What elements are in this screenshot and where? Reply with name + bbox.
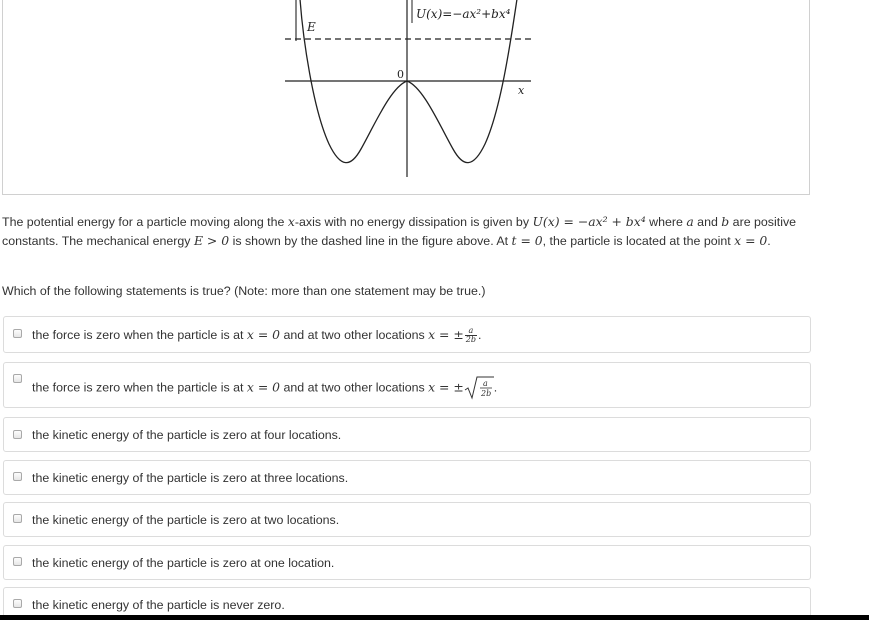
math-a: a [686, 214, 694, 229]
square-root [464, 376, 494, 400]
option-text: the force is zero when the particle is at [32, 328, 247, 342]
option-text: the force is zero when the particle is at [32, 380, 247, 395]
option-label: the kinetic energy of the particle is never zero. [32, 598, 285, 612]
answer-option-3[interactable] [3, 417, 811, 452]
question-prompt: Which of the following statements is true? (Note: more than one statement may be true.) [2, 284, 486, 298]
math-energy: E > 0 [193, 232, 230, 248]
math-potential: U(x) = −ax² + bx⁴ [532, 214, 646, 229]
fraction [465, 327, 477, 344]
math-x: x [287, 214, 295, 229]
option-math: x = ± [428, 379, 464, 395]
math-t: t = 0 [511, 232, 543, 248]
answer-option-6[interactable] [3, 545, 811, 580]
option-label [32, 327, 481, 344]
question-text-part: and [693, 215, 722, 229]
option-label [32, 376, 497, 400]
option-math: x = 0 [246, 327, 281, 342]
answer-option-2[interactable] [3, 362, 811, 408]
option-text: and at two other locations [280, 380, 429, 395]
option-text: . [493, 380, 498, 395]
option-label: the kinetic energy of the particle is zero at three locations. [32, 471, 349, 485]
math-b: b [721, 214, 730, 229]
question-text-part: -axis with no energy dissipation is given by [294, 215, 533, 229]
math-x0: x = 0 [734, 232, 768, 248]
x-axis-label: x [518, 84, 525, 97]
fraction-numerator: a [482, 379, 488, 388]
origin-label: 0 [397, 68, 404, 81]
option-math: x = ± [428, 327, 464, 342]
potential-graph [3, 0, 811, 196]
option-label: the kinetic energy of the particle is zero at two locations. [32, 513, 340, 527]
option-checkbox[interactable] [13, 374, 22, 383]
option-checkbox[interactable] [13, 557, 22, 566]
option-checkbox[interactable] [13, 430, 22, 439]
question-text [2, 213, 812, 250]
fraction-denominator: 2b [465, 335, 476, 345]
option-checkbox[interactable] [13, 599, 22, 608]
potential-energy-figure [2, 0, 810, 195]
option-text: and at two other locations [280, 328, 429, 342]
question-text-part: is shown by the dashed line in the figure above. At [229, 233, 512, 248]
energy-label: E [307, 20, 316, 34]
fraction-denominator: 2b [480, 389, 491, 398]
option-checkbox[interactable] [13, 514, 22, 523]
option-label: the kinetic energy of the particle is zero at one location. [32, 556, 335, 570]
question-text-part: . [767, 233, 771, 248]
question-text-part: The potential energy for a particle moving along the [2, 215, 288, 229]
equation-label: U(x)=−ax²+bx⁴ [416, 7, 511, 21]
option-label: the kinetic energy of the particle is zero at four locations. [32, 428, 342, 442]
answer-option-1[interactable] [3, 316, 811, 353]
option-math: x = 0 [246, 379, 281, 395]
sqrt-symbol [464, 376, 494, 400]
answer-option-4[interactable] [3, 460, 811, 495]
bottom-edge [0, 615, 869, 620]
option-checkbox[interactable] [13, 329, 22, 338]
answer-option-5[interactable] [3, 502, 811, 537]
option-checkbox[interactable] [13, 472, 22, 481]
question-text-part: , the particle is located at the point [542, 233, 735, 248]
fraction-numerator: a [465, 327, 477, 336]
option-text: . [477, 328, 482, 342]
question-text-part: where [645, 215, 687, 229]
question-text-part: are positive constants. The mechanical energy [2, 215, 797, 248]
